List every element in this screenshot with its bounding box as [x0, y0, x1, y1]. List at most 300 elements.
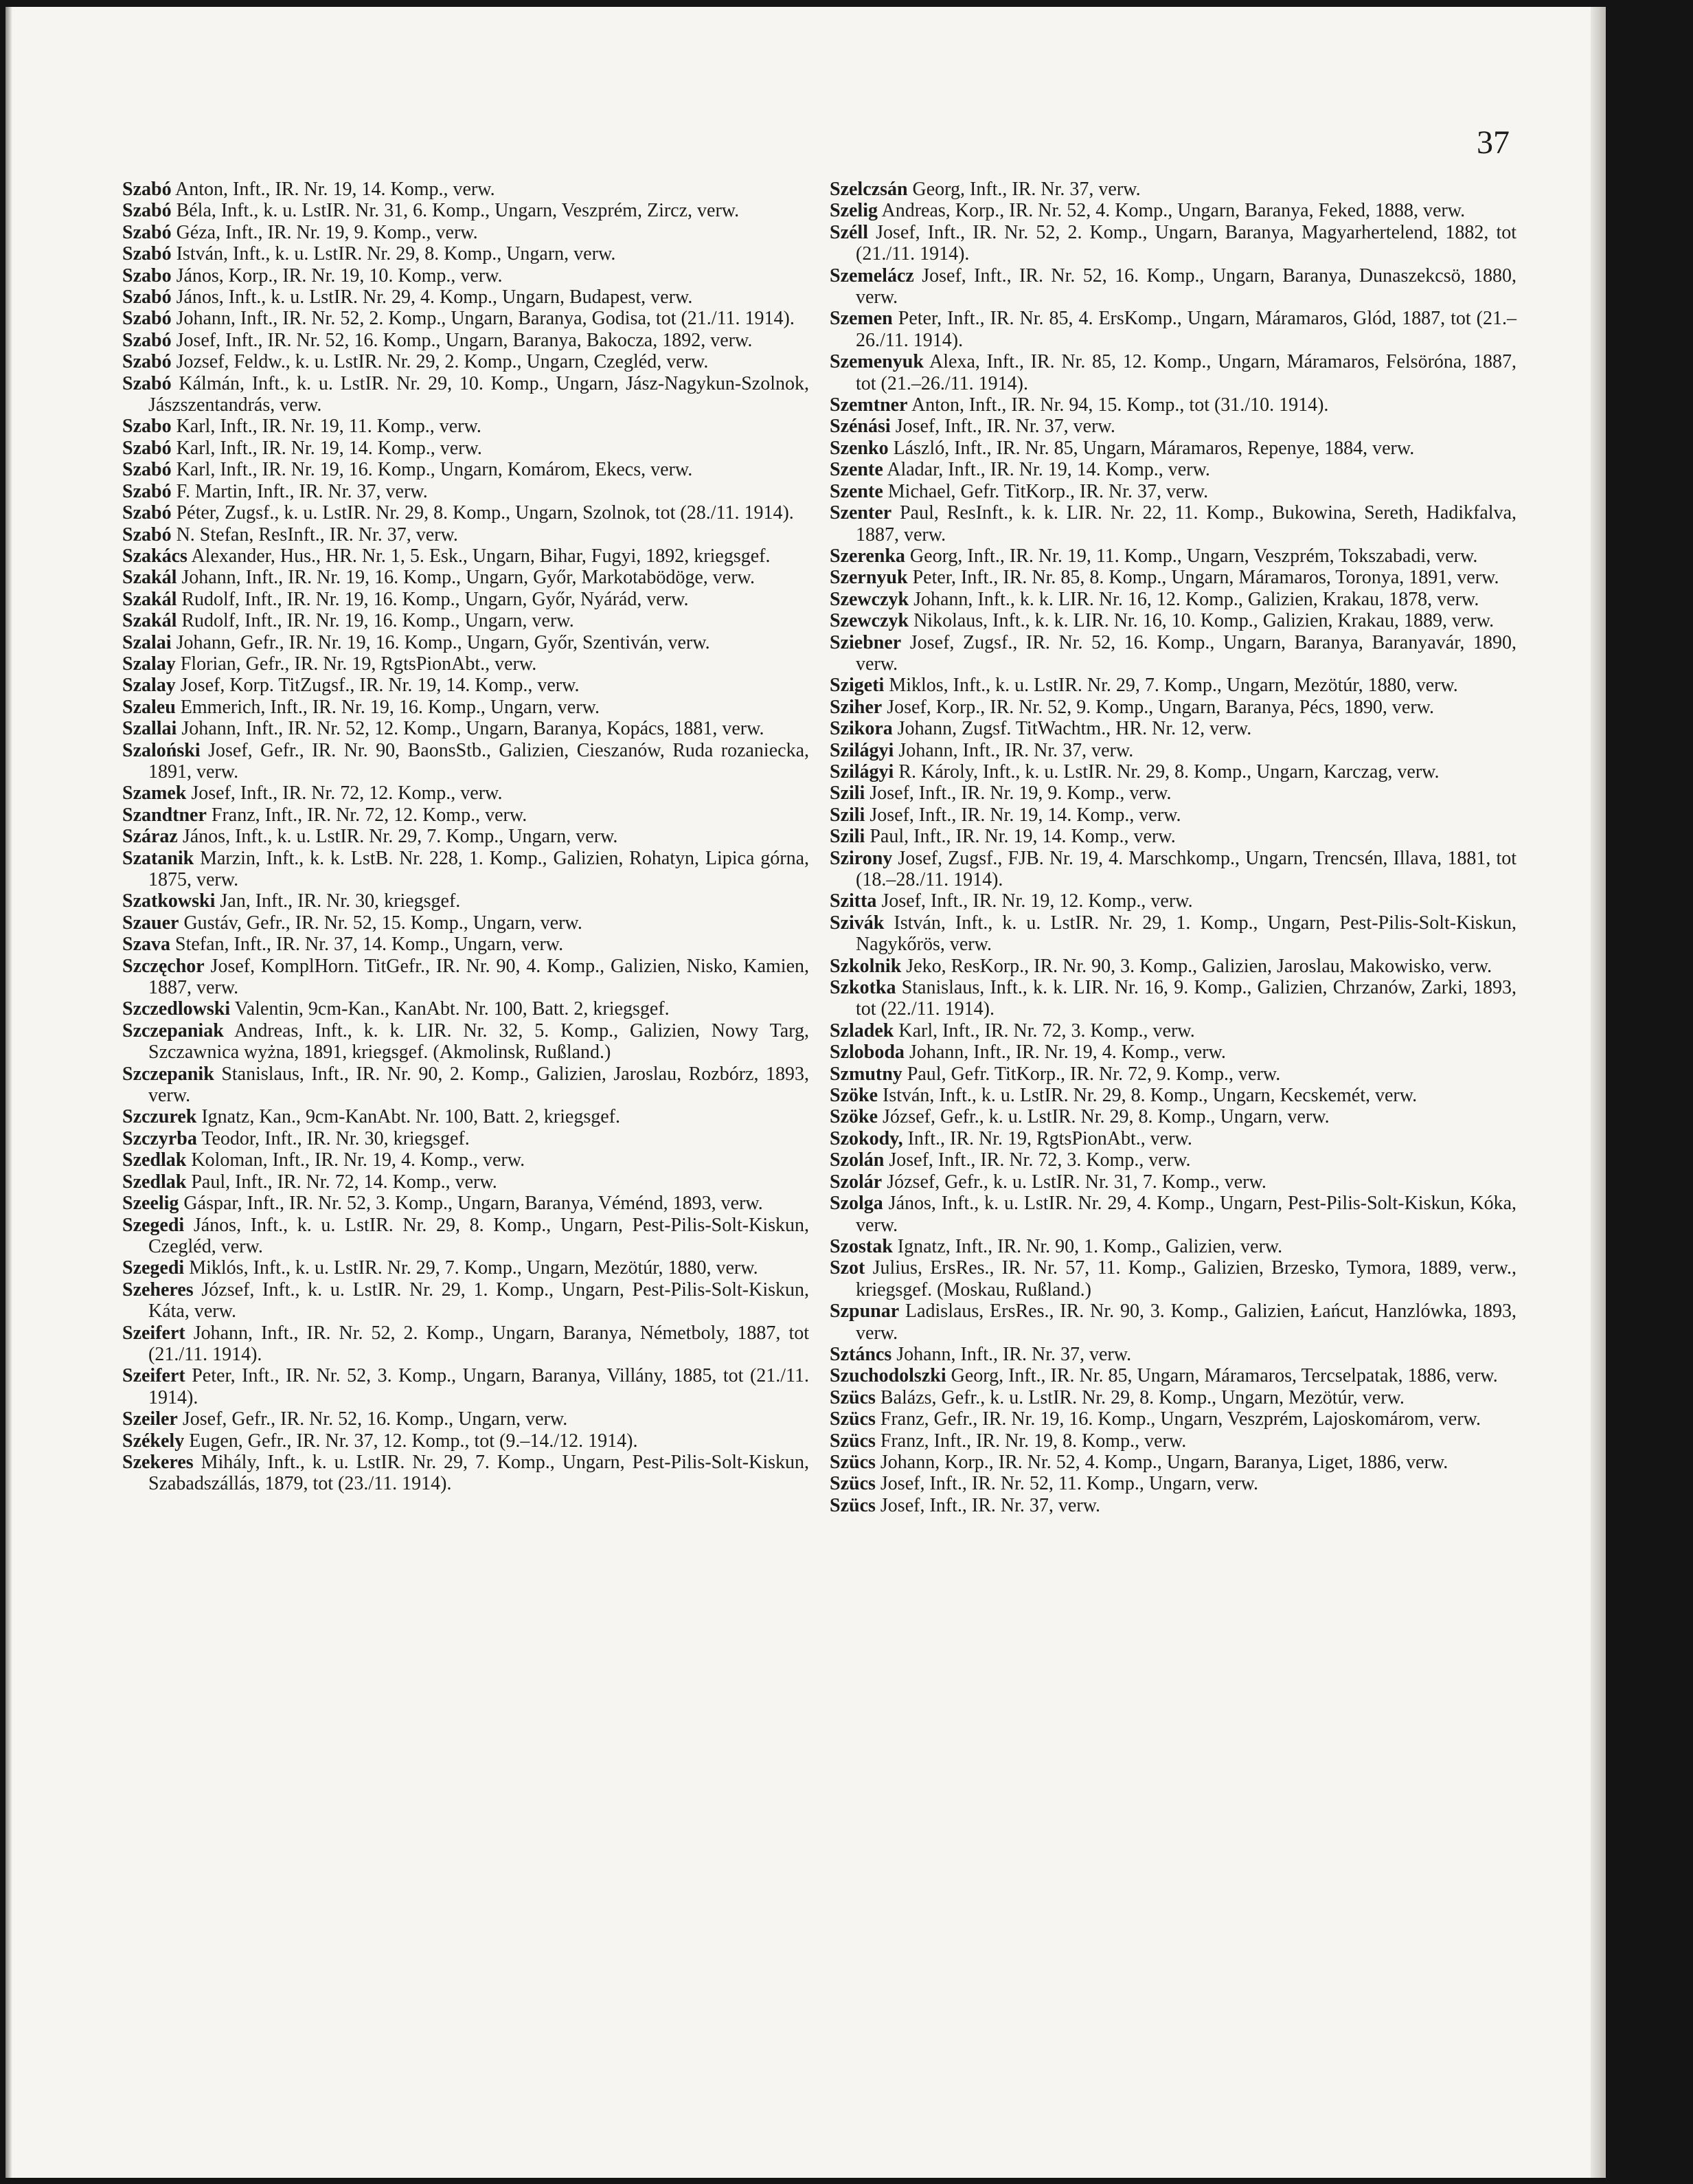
list-entry: [122, 956, 809, 999]
entry-surname: Szakál: [122, 588, 177, 610]
list-entry: [830, 1149, 1516, 1171]
entry-details: János, Inft., k. u. LstIR. Nr. 29, 4. Komp., Ungarn, Budapest, verw.: [176, 286, 693, 308]
entry-surname: Szelczsán: [830, 179, 908, 200]
entry-details: Kálmán, Inft., k. u. LstIR. Nr. 29, 10. Komp., Ungarn, Jász-Nagykun-Szolnok, Jászszentandrás, verw.: [148, 372, 809, 416]
list-entry: [122, 1063, 809, 1107]
list-entry: [122, 1322, 809, 1366]
entry-details: Stefan, Inft., IR. Nr. 37, 14. Komp., Ungarn, verw.: [175, 934, 564, 956]
list-entry: [830, 502, 1516, 545]
list-entry: [830, 1473, 1516, 1494]
entry-surname: Szabó: [122, 286, 172, 308]
entry-surname: Szmutny: [830, 1063, 902, 1085]
entry-surname: Szénási: [830, 416, 891, 438]
entry-surname: Székely: [122, 1430, 185, 1452]
page-right-edge: [1591, 7, 1606, 2178]
list-entry: [830, 1171, 1516, 1193]
entry-details: N. Stefan, ResInft., IR. Nr. 37, verw.: [176, 524, 458, 545]
list-entry: [830, 675, 1516, 696]
entry-surname: Szitta: [830, 890, 877, 912]
list-entry: [122, 1430, 809, 1452]
entry-details: Péter, Zugsf., k. u. LstIR. Nr. 29, 8. Komp., Ungarn, Szolnok, tot (28./11. 1914).: [176, 502, 794, 524]
entry-surname: Szaleu: [122, 696, 176, 718]
list-entry: [122, 545, 809, 567]
entry-details: Paul, Inft., IR. Nr. 19, 14. Komp., verw.: [870, 826, 1176, 848]
list-entry: [122, 481, 809, 502]
list-entry: [830, 718, 1516, 739]
entry-details: Franz, Gefr., IR. Nr. 19, 16. Komp., Ungarn, Veszprém, Lajoskomárom, verw.: [880, 1408, 1481, 1430]
entry-details: Josef, Korp., IR. Nr. 52, 9. Komp., Ungarn, Baranya, Pécs, 1890, verw.: [887, 696, 1435, 718]
list-entry: [830, 1408, 1516, 1430]
entry-surname: Szöke: [830, 1106, 878, 1128]
list-entry: [122, 804, 809, 826]
entry-details: Andreas, Inft., k. k. LIR. Nr. 32, 5. Komp., Galizien, Nowy Targ, Szczawnica wyżna, 1891, kriegsgef. (Akmolinsk, Rußland.): [148, 1020, 809, 1063]
list-entry: [122, 373, 809, 416]
list-entry: [122, 502, 809, 524]
entry-surname: Szikora: [830, 718, 893, 740]
entry-surname: Szczurek: [122, 1106, 197, 1128]
list-entry: [830, 438, 1516, 459]
entry-surname: Szamek: [122, 783, 187, 804]
entry-details: Stanislaus, Inft., k. k. LIR. Nr. 16, 9. Komp., Galizien, Chrzanów, Zarki, 1893, tot (22./11. 1914).: [856, 977, 1517, 1020]
entry-surname: Szokody,: [830, 1127, 903, 1149]
entry-surname: Szauer: [122, 912, 179, 934]
entry-surname: Szegedi: [122, 1214, 185, 1236]
entry-details: Paul, Gefr. TitKorp., IR. Nr. 72, 9. Komp., verw.: [907, 1063, 1281, 1085]
page-number: 37: [1477, 124, 1510, 161]
entry-surname: Szewczyk: [830, 588, 909, 610]
entry-details: József, Gefr., k. u. LstIR. Nr. 29, 8. Komp., Ungarn, verw.: [883, 1106, 1330, 1128]
list-entry: [830, 1495, 1516, 1516]
list-entry: [122, 1171, 809, 1193]
entry-surname: Szabó: [122, 200, 172, 222]
list-entry: [830, 265, 1516, 308]
entry-surname: Szeheres: [122, 1279, 194, 1301]
entry-details: Josef, Gefr., IR. Nr. 90, BaonsStb., Galizien, Cieszanów, Ruda rozaniecka, 1891, verw.: [148, 739, 809, 783]
entry-surname: Szewczyk: [830, 610, 909, 632]
list-entry: [122, 179, 809, 200]
entry-surname: Száraz: [122, 826, 178, 848]
entry-details: Miklos, Inft., k. u. LstIR. Nr. 29, 7. Komp., Ungarn, Mezötúr, 1880, verw.: [889, 675, 1458, 697]
entry-surname: Szalai: [122, 631, 172, 653]
entry-details: Johann, Zugsf. TitWachtm., HR. Nr. 12, verw.: [897, 718, 1252, 740]
entry-details: Teodor, Inft., IR. Nr. 30, kriegsgef.: [201, 1127, 470, 1149]
list-entry: [122, 890, 809, 912]
entry-details: Karl, Inft., IR. Nr. 72, 3. Komp., verw.: [898, 1020, 1195, 1042]
list-entry: [830, 1128, 1516, 1149]
list-entry: [830, 610, 1516, 631]
entry-details: Gáspar, Inft., IR. Nr. 52, 3. Komp., Ungarn, Baranya, Véménd, 1893, verw.: [183, 1193, 763, 1215]
entry-surname: Szegedi: [122, 1257, 185, 1279]
entry-details: Eugen, Gefr., IR. Nr. 37, 12. Komp., tot (9.–14./12. 1914).: [189, 1430, 638, 1452]
list-entry: [122, 1149, 809, 1171]
entry-details: Nikolaus, Inft., k. k. LIR. Nr. 16, 10. Komp., Galizien, Krakau, 1889, verw.: [913, 610, 1495, 632]
list-entry: [830, 1430, 1516, 1452]
entry-details: Inft., IR. Nr. 19, RgtsPionAbt., verw.: [907, 1127, 1192, 1149]
entry-surname: Szakál: [122, 567, 177, 589]
entry-surname: Szabó: [122, 524, 172, 545]
entry-surname: Szatkowski: [122, 890, 216, 912]
entry-surname: Szemelácz: [830, 264, 914, 286]
entry-details: Karl, Inft., IR. Nr. 19, 11. Komp., verw.: [176, 416, 481, 438]
entry-details: Alexander, Hus., HR. Nr. 1, 5. Esk., Ungarn, Bihar, Fugyi, 1892, kriegsgef.: [191, 545, 771, 567]
list-entry: [122, 1106, 809, 1127]
list-entry: [830, 826, 1516, 847]
entry-details: János, Korp., IR. Nr. 19, 10. Komp., verw.: [176, 264, 503, 286]
list-entry: [830, 351, 1516, 394]
entry-surname: Szigeti: [830, 675, 885, 697]
entry-details: Josef, Inft., IR. Nr. 19, 9. Komp., verw.: [870, 783, 1172, 804]
entry-surname: Szolga: [830, 1193, 883, 1215]
list-entry: [122, 1408, 809, 1430]
list-entry: [830, 1042, 1516, 1063]
entry-surname: Szücs: [830, 1408, 876, 1430]
list-entry: [122, 912, 809, 934]
list-entry: [830, 912, 1516, 956]
entry-details: Ignatz, Inft., IR. Nr. 90, 1. Komp., Galizien, verw.: [897, 1235, 1283, 1257]
entry-surname: Szostak: [830, 1235, 893, 1257]
list-entry: [122, 610, 809, 631]
list-entry: [830, 1193, 1516, 1236]
entry-surname: Szczedlowski: [122, 998, 231, 1020]
entry-surname: Szili: [830, 826, 865, 848]
list-entry: [830, 1020, 1516, 1042]
list-entry: [122, 697, 809, 718]
entry-surname: Szczepanik: [122, 1063, 214, 1085]
entry-details: Josef, Inft., IR. Nr. 19, 12. Komp., verw.: [881, 890, 1193, 912]
list-entry: [830, 761, 1516, 783]
list-entry: [122, 589, 809, 610]
list-entry: [122, 567, 809, 588]
entry-surname: Szeelig: [122, 1193, 179, 1215]
entry-surname: Szaloński: [122, 739, 201, 761]
list-entry: [122, 416, 809, 437]
entry-details: Alexa, Inft., IR. Nr. 85, 12. Komp., Ungarn, Máramaros, Felsöróna, 1887, tot (21.–26./11. 1914).: [856, 351, 1516, 394]
entry-details: Stanislaus, Inft., IR. Nr. 90, 2. Komp., Galizien, Jaroslau, Rozbórz, 1893, verw.: [148, 1063, 810, 1107]
list-entry: [830, 545, 1516, 567]
list-entry: [122, 632, 809, 653]
entry-surname: Szirony: [830, 847, 893, 869]
list-entry: [122, 308, 809, 329]
entry-surname: Szabó: [122, 329, 172, 351]
entry-details: József, Inft., k. u. LstIR. Nr. 29, 1. Komp., Ungarn, Pest-Pilis-Solt-Kiskun, Káta, verw.: [148, 1279, 809, 1322]
list-entry: [122, 243, 809, 264]
entry-details: Géza, Inft., IR. Nr. 19, 9. Komp., verw.: [176, 221, 478, 243]
entry-details: Josef, Inft., IR. Nr. 37, verw.: [880, 1494, 1101, 1516]
entry-details: János, Inft., k. u. LstIR. Nr. 29, 4. Komp., Ungarn, Pest-Pilis-Solt-Kiskun, Kóka, verw.: [856, 1193, 1516, 1236]
list-entry: [122, 1215, 809, 1258]
list-entry: [122, 1257, 809, 1279]
entry-details: Josef, Inft., IR. Nr. 52, 11. Komp., Ungarn, verw.: [880, 1473, 1258, 1495]
entry-details: Josef, Zugsf., FJB. Nr. 19, 4. Marschkomp., Ungarn, Trencsén, Illava, 1881, tot (18.–28./11. 1914).: [856, 847, 1517, 890]
entry-surname: Szkotka: [830, 977, 896, 999]
entry-details: Peter, Inft., IR. Nr. 52, 3. Komp., Ungarn, Baranya, Villány, 1885, tot (21./11. 1914).: [148, 1365, 810, 1408]
entry-details: Johann, Inft., IR. Nr. 37, verw.: [898, 739, 1134, 761]
entry-surname: Szeiler: [122, 1408, 178, 1430]
entry-details: Andreas, Korp., IR. Nr. 52, 4. Komp., Ungarn, Baranya, Feked, 1888, verw.: [881, 200, 1466, 222]
entry-surname: Szeifert: [122, 1322, 185, 1344]
list-entry: [122, 438, 809, 459]
entry-surname: Szczęchor: [122, 955, 205, 977]
list-entry: [830, 956, 1516, 977]
entry-details: Mihály, Inft., k. u. LstIR. Nr. 29, 7. Komp., Ungarn, Pest-Pilis-Solt-Kiskun, Szabadszállás, 1879, tot (23./11. 1914).: [148, 1451, 809, 1495]
entry-details: Gustáv, Gefr., IR. Nr. 52, 15. Komp., Ungarn, verw.: [183, 912, 582, 934]
entry-surname: Szeifert: [122, 1365, 185, 1387]
entry-details: Anton, Inft., IR. Nr. 94, 15. Komp., tot (31./10. 1914).: [911, 394, 1329, 416]
entry-details: István, Inft., k. u. LstIR. Nr. 29, 1. Komp., Ungarn, Pest-Pilis-Solt-Kiskun, Nagykőrös, verw.: [856, 912, 1517, 956]
entry-details: Josef, Zugsf., IR. Nr. 52, 16. Komp., Ungarn, Baranya, Baranyavár, 1890, verw.: [856, 631, 1517, 675]
entry-details: Georg, Inft., IR. Nr. 19, 11. Komp., Ungarn, Veszprém, Tokszabadi, verw.: [909, 545, 1478, 567]
entry-details: Ignatz, Kan., 9cm-KanAbt. Nr. 100, Batt. 2, kriegsgef.: [201, 1106, 620, 1128]
entry-details: Michael, Gefr. TitKorp., IR. Nr. 37, verw.: [887, 480, 1209, 502]
entry-surname: Szerenka: [830, 545, 905, 567]
entry-details: Jan, Inft., IR. Nr. 30, kriegsgef.: [220, 890, 461, 912]
list-entry: [830, 1257, 1516, 1301]
entry-details: Béla, Inft., k. u. LstIR. Nr. 31, 6. Komp., Ungarn, Veszprém, Zircz, verw.: [176, 200, 740, 222]
entry-surname: Szava: [122, 934, 170, 956]
list-entry: [122, 934, 809, 955]
list-entry: [830, 1085, 1516, 1106]
entry-surname: Szemen: [830, 308, 893, 330]
entry-details: Johann, Korp., IR. Nr. 52, 4. Komp., Ungarn, Baranya, Liget, 1886, verw.: [880, 1451, 1448, 1473]
entry-details: Josef, Inft., IR. Nr. 37, verw.: [895, 416, 1115, 438]
list-entry: [830, 1301, 1516, 1344]
entry-details: Franz, Inft., IR. Nr. 19, 8. Komp., verw.: [880, 1430, 1187, 1452]
list-entry: [122, 200, 809, 221]
right-column: [830, 179, 1516, 1516]
entry-surname: Szedlak: [122, 1149, 187, 1171]
entry-surname: Szabó: [122, 437, 172, 459]
entry-details: Franz, Inft., IR. Nr. 72, 12. Komp., verw.: [211, 804, 527, 826]
entry-surname: Szakács: [122, 545, 188, 567]
list-entry: [830, 308, 1516, 351]
list-entry: [830, 632, 1516, 675]
document-page: [5, 7, 1606, 2178]
entry-surname: Szemtner: [830, 394, 908, 416]
list-entry: [122, 653, 809, 675]
entry-details: Johann, Inft., IR. Nr. 19, 16. Komp., Ungarn, Győr, Markotabödöge, verw.: [181, 567, 755, 589]
entry-surname: Szabó: [122, 480, 172, 502]
entry-surname: Szücs: [830, 1451, 876, 1473]
list-entry: [122, 1365, 809, 1408]
list-entry: [830, 977, 1516, 1020]
list-entry: [122, 286, 809, 308]
entry-surname: Szloboda: [830, 1042, 905, 1063]
entry-surname: Szladek: [830, 1020, 894, 1042]
list-entry: [122, 330, 809, 351]
entry-surname: Szenter: [830, 502, 892, 524]
entry-details: Josef, Korp. TitZugsf., IR. Nr. 19, 14. Komp., verw.: [180, 675, 580, 697]
entry-details: Johann, Inft., IR. Nr. 52, 12. Komp., Ungarn, Baranya, Kopács, 1881, verw.: [181, 718, 764, 740]
entry-surname: Szedlak: [122, 1171, 187, 1193]
entry-surname: Szücs: [830, 1430, 876, 1452]
entry-surname: Szabó: [122, 221, 172, 243]
list-entry: [830, 481, 1516, 502]
entry-surname: Szemenyuk: [830, 351, 924, 373]
entry-details: Josef, Inft., IR. Nr. 52, 2. Komp., Ungarn, Baranya, Magyarhertelend, 1882, tot (21./11. 1914).: [856, 221, 1517, 265]
entry-details: Johann, Inft., IR. Nr. 19, 4. Komp., verw.: [909, 1042, 1226, 1063]
entry-details: László, Inft., IR. Nr. 85, Ungarn, Máramaros, Repenye, 1884, verw.: [893, 437, 1415, 459]
entry-surname: Szczepaniak: [122, 1020, 224, 1042]
entry-surname: Szabó: [122, 179, 172, 200]
entry-details: Johann, Gefr., IR. Nr. 19, 16. Komp., Ungarn, Győr, Szentiván, verw.: [176, 631, 710, 653]
entry-details: Josef, KomplHorn. TitGefr., IR. Nr. 90, 4. Komp., Galizien, Nisko, Kamien, 1887, verw.: [148, 955, 809, 999]
entry-surname: Szente: [830, 480, 883, 502]
list-entry: [830, 222, 1516, 265]
entry-details: Peter, Inft., IR. Nr. 85, 4. ErsKomp., Ungarn, Máramaros, Glód, 1887, tot (21.–26./11. 1914).: [856, 308, 1516, 351]
entry-details: Rudolf, Inft., IR. Nr. 19, 16. Komp., Ungarn, Győr, Nyárád, verw.: [181, 588, 689, 610]
entry-details: Josef, Inft., IR. Nr. 72, 3. Komp., verw.: [889, 1149, 1191, 1171]
entry-surname: Szabó: [122, 243, 172, 265]
list-entry: [122, 1193, 809, 1214]
entry-details: Johann, Inft., k. k. LIR. Nr. 16, 12. Komp., Galizien, Krakau, 1878, verw.: [913, 588, 1479, 610]
entry-surname: Szöke: [830, 1085, 878, 1107]
list-entry: [830, 804, 1516, 826]
entry-details: Paul, ResInft., k. k. LIR. Nr. 22, 11. Komp., Bukowina, Sereth, Hadikfalva, 1887, verw.: [856, 502, 1517, 545]
entry-details: Josef, Inft., IR. Nr. 19, 14. Komp., verw.: [870, 804, 1181, 826]
entry-details: Aladar, Inft., IR. Nr. 19, 14. Komp., verw.: [887, 459, 1210, 481]
list-entry: [830, 848, 1516, 891]
list-entry: [830, 1365, 1516, 1386]
list-entry: [122, 351, 809, 372]
list-entry: [122, 740, 809, 783]
entry-surname: Szücs: [830, 1494, 876, 1516]
list-entry: [830, 567, 1516, 588]
entry-surname: Szabó: [122, 459, 172, 481]
entry-details: Rudolf, Inft., IR. Nr. 19, 16. Komp., Ungarn, verw.: [181, 610, 574, 632]
list-entry: [122, 265, 809, 286]
list-entry: [830, 416, 1516, 437]
list-entry: [830, 1063, 1516, 1085]
entry-details: Johann, Inft., IR. Nr. 52, 2. Komp., Ungarn, Baranya, Godisa, tot (21./11. 1914).: [176, 308, 795, 330]
entry-surname: Szabó: [122, 372, 172, 394]
page-left-edge: [5, 7, 12, 2178]
entry-details: István, Inft., k. u. LstIR. Nr. 29, 8. Komp., Ungarn, Kecskemét, verw.: [883, 1085, 1418, 1107]
entry-surname: Szernyuk: [830, 567, 908, 589]
list-entry: [122, 848, 809, 891]
entry-surname: Szili: [830, 783, 865, 804]
entry-surname: Szili: [830, 804, 865, 826]
left-column: [122, 179, 809, 1495]
entry-surname: Szpunar: [830, 1301, 900, 1322]
entry-details: Georg, Inft., IR. Nr. 85, Ungarn, Máramaros, Tercselpatak, 1886, verw.: [951, 1365, 1498, 1387]
entry-surname: Szenko: [830, 437, 889, 459]
entry-details: Johann, Inft., IR. Nr. 37, verw.: [896, 1343, 1132, 1365]
entry-details: István, Inft., k. u. LstIR. Nr. 29, 8. Komp., Ungarn, verw.: [176, 243, 616, 265]
entry-surname: Szuchodolszki: [830, 1365, 946, 1387]
list-entry: [122, 524, 809, 545]
list-entry: [122, 675, 809, 696]
entry-surname: Szilágyi: [830, 739, 894, 761]
entry-surname: Szakál: [122, 610, 177, 632]
entry-details: Johann, Inft., IR. Nr. 52, 2. Komp., Ungarn, Baranya, Németboly, 1887, tot (21./11. 1914).: [148, 1322, 809, 1365]
entry-surname: Szczyrba: [122, 1127, 197, 1149]
entry-surname: Szatanik: [122, 847, 194, 869]
list-entry: [122, 459, 809, 480]
entry-surname: Szabó: [122, 502, 172, 524]
list-entry: [830, 1387, 1516, 1408]
list-entry: [830, 1236, 1516, 1257]
entry-surname: Szalay: [122, 675, 176, 697]
list-entry: [830, 783, 1516, 804]
entry-details: József, Gefr., k. u. LstIR. Nr. 31, 7. Komp., verw.: [887, 1171, 1266, 1193]
entry-details: Koloman, Inft., IR. Nr. 19, 4. Komp., verw.: [191, 1149, 525, 1171]
list-entry: [830, 179, 1516, 200]
entry-details: Georg, Inft., IR. Nr. 37, verw.: [912, 179, 1141, 200]
list-entry: [830, 697, 1516, 718]
entry-details: Valentin, 9cm-Kan., KanAbt. Nr. 100, Batt. 2, kriegsgef.: [234, 998, 670, 1020]
entry-details: Jozsef, Feldw., k. u. LstIR. Nr. 29, 2. Komp., Ungarn, Czegléd, verw.: [176, 351, 709, 373]
list-entry: [830, 740, 1516, 761]
entry-details: János, Inft., k. u. LstIR. Nr. 29, 7. Komp., Ungarn, verw.: [182, 826, 618, 848]
entry-details: Florian, Gefr., IR. Nr. 19, RgtsPionAbt., verw.: [180, 653, 537, 675]
entry-surname: Szücs: [830, 1473, 876, 1495]
entry-details: Marzin, Inft., k. k. LstB. Nr. 228, 1. Komp., Galizien, Rohatyn, Lipica górna, 1875, verw.: [148, 847, 810, 890]
entry-surname: Szilágyi: [830, 761, 894, 783]
entry-details: Julius, ErsRes., IR. Nr. 57, 11. Komp., Galizien, Brzesko, Tymora, 1889, verw., kriegsgef. (Moskau, Rußland.): [856, 1257, 1517, 1301]
entry-surname: Szabó: [122, 308, 172, 330]
entry-surname: Szivák: [830, 912, 885, 934]
entry-details: F. Martin, Inft., IR. Nr. 37, verw.: [176, 480, 428, 502]
entry-details: Karl, Inft., IR. Nr. 19, 14. Komp., verw.: [176, 437, 482, 459]
list-entry: [122, 826, 809, 847]
entry-details: Josef, Inft., IR. Nr. 52, 16. Komp., Ungarn, Baranya, Dunaszekcsö, 1880, verw.: [856, 264, 1517, 308]
entry-surname: Szabó: [122, 351, 172, 373]
list-entry: [122, 783, 809, 804]
entry-details: Josef, Inft., IR. Nr. 52, 16. Komp., Ungarn, Baranya, Bakocza, 1892, verw.: [176, 329, 753, 351]
entry-surname: Szkolnik: [830, 955, 902, 977]
list-entry: [830, 890, 1516, 912]
entry-details: Peter, Inft., IR. Nr. 85, 8. Komp., Ungarn, Máramaros, Toronya, 1891, verw.: [912, 567, 1499, 589]
entry-surname: Szolár: [830, 1171, 883, 1193]
entry-details: Balázs, Gefr., k. u. LstIR. Nr. 29, 8. Komp., Ungarn, Mezötúr, verw.: [880, 1386, 1405, 1408]
entry-surname: Szandtner: [122, 804, 207, 826]
entry-surname: Szot: [830, 1257, 865, 1279]
entry-surname: Szallai: [122, 718, 177, 740]
entry-surname: Szelig: [830, 200, 878, 222]
entry-surname: Szekeres: [122, 1451, 194, 1473]
entry-details: Josef, Gefr., IR. Nr. 52, 16. Komp., Ungarn, verw.: [182, 1408, 568, 1430]
list-entry: [830, 459, 1516, 480]
list-entry: [122, 1452, 809, 1495]
entry-details: R. Károly, Inft., k. u. LstIR. Nr. 29, 8. Komp., Ungarn, Karczag, verw.: [898, 761, 1440, 783]
entry-surname: Szolán: [830, 1149, 885, 1171]
list-entry: [122, 1128, 809, 1149]
entry-details: Emmerich, Inft., IR. Nr. 19, 16. Komp., Ungarn, verw.: [180, 696, 600, 718]
entry-surname: Sziher: [830, 696, 883, 718]
entry-details: Karl, Inft., IR. Nr. 19, 16. Komp., Ungarn, Komárom, Ekecs, verw.: [176, 459, 693, 481]
entry-surname: Sziebner: [830, 631, 902, 653]
entry-details: Paul, Inft., IR. Nr. 72, 14. Komp., verw.: [191, 1171, 497, 1193]
entry-surname: Szücs: [830, 1386, 876, 1408]
list-entry: [122, 718, 809, 739]
entry-surname: Széll: [830, 221, 868, 243]
list-entry: [830, 1106, 1516, 1127]
list-entry: [830, 589, 1516, 610]
list-entry: [122, 1020, 809, 1063]
list-entry: [830, 1344, 1516, 1365]
list-entry: [830, 200, 1516, 221]
entry-surname: Szabo: [122, 416, 172, 438]
entry-surname: Szalay: [122, 653, 176, 675]
list-entry: [830, 1452, 1516, 1473]
list-entry: [122, 1279, 809, 1322]
entry-details: János, Inft., k. u. LstIR. Nr. 29, 8. Komp., Ungarn, Pest-Pilis-Solt-Kiskun, Czegléd, verw.: [148, 1214, 810, 1257]
entry-surname: Szente: [830, 459, 883, 481]
list-entry: [830, 394, 1516, 416]
entry-details: Miklós, Inft., k. u. LstIR. Nr. 29, 7. Komp., Ungarn, Mezötúr, 1880, verw.: [189, 1257, 758, 1279]
list-entry: [122, 998, 809, 1020]
entry-surname: Szabo: [122, 264, 172, 286]
